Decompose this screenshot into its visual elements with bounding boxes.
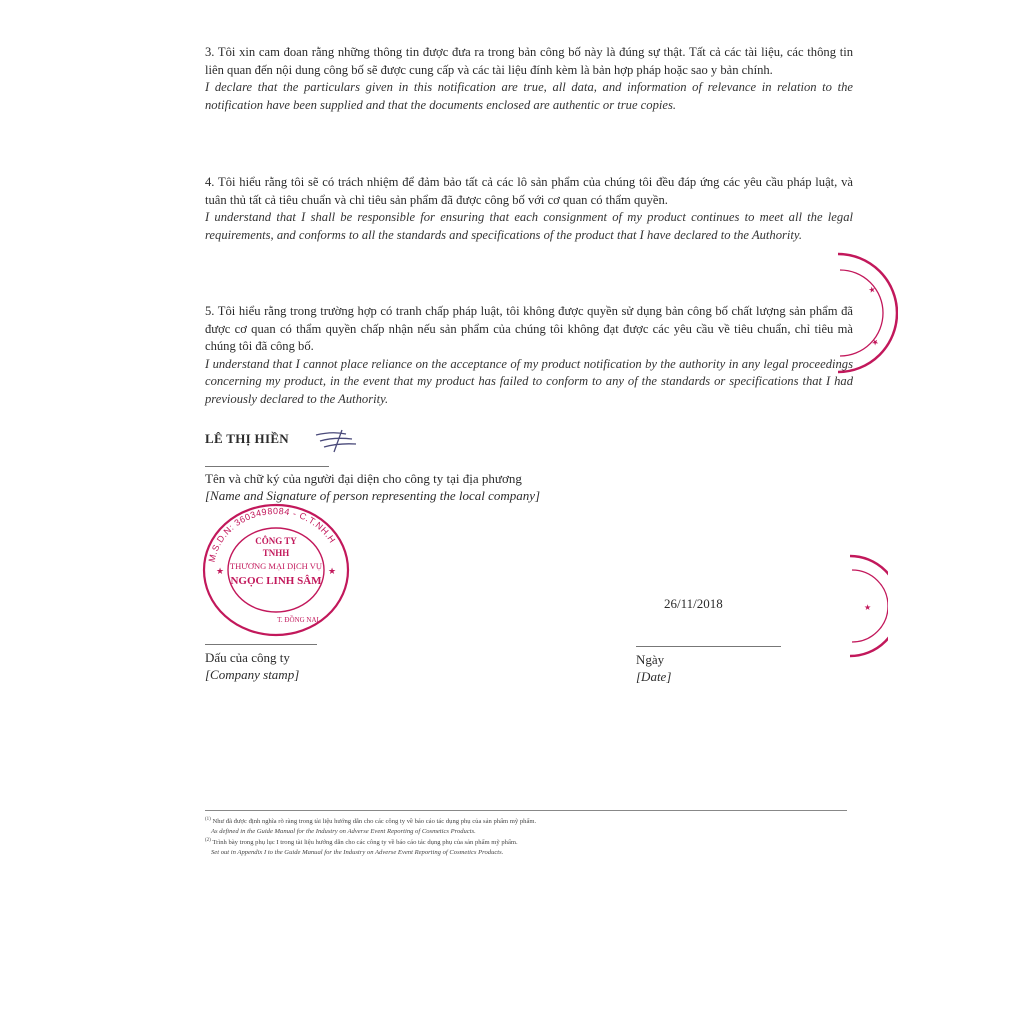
stamp-bottom-text: T. ĐỒNG NAI [277,616,319,624]
footnote-2-vi-text: Trình bày trong phụ lục I trong tài liệu hướng dẫn cho các công ty về báo cáo tác dụng phụ của sản phẩm mỹ phẩm. [212,839,518,847]
stamp-star-right: ★ [327,566,337,576]
representative-caption [205,470,540,504]
svg-text:★: ★ [866,284,878,296]
stamp-line [205,644,317,645]
stamp-line-2: TNHH [262,548,290,558]
clause-4 [205,174,853,244]
representative-caption-vi: Tên và chữ ký của người đại diện cho công ty tại địa phương [205,471,522,486]
page-edge-stamp [818,248,898,378]
representative-caption-en: [Name and Signature of person representing the local company] [205,488,541,503]
date-caption [636,651,671,685]
clause-5-vietnamese: 5. Tôi hiểu rằng trong trường hợp có tranh chấp pháp luật, tôi không được quyền sử dụng bản công bố chất lượng sản phẩm đã được cơ quan có thẩm quyền chấp nhận nếu sản phẩm của chúng tôi không đạt được các yêu cầu về tiêu chuẩn, chỉ tiêu mà chúng tôi đã công bố. [205,304,853,354]
stamp-caption [205,649,299,683]
stamp-line-4: NGỌC LINH SÂM [230,575,322,587]
clause-4-english: I understand that I shall be responsible for ensuring that each consignment of my product continues to meet all the legal requirements, and conforms to all the standards and specifications of the product that I have declared to the Authority. [205,210,853,242]
footnote-1-vi: $^{(1)}$ Như đã được định nghĩa rõ ràng trong tài liệu hướng dẫn cho các công ty về báo cáo tác dụng phụ của sản phẩm mỹ phẩm. [205,817,537,826]
company-stamp [200,500,352,640]
handwritten-signature [312,425,372,455]
stamp-caption-en: [Company stamp] [205,667,300,682]
stamp-caption-vi: Dấu của công ty [205,650,290,665]
clause-5 [205,303,853,409]
clause-5-english: I understand that I cannot place reliance on the acceptance of my product notification by the authority in any legal proceedings concerning my product, in the event that my product has failed to conform to any of the standards or specifications that I had previously declared to the Authority. [205,356,853,406]
footnote-2-vi: $^{(2)}$ Trình bày trong phụ lục I trong tài liệu hướng dẫn cho các công ty về báo cáo tác dụng phụ của sản phẩm mỹ phẩm. [205,838,518,847]
clause-3-english: I declare that the particulars given in this notification are true, all data, and information of relevance in relation to the notification have been supplied and that the documents enclosed are authentic or true copies. [205,80,853,112]
date-caption-vi: Ngày [636,652,665,667]
clause-4-vietnamese: 4. Tôi hiểu rằng tôi sẽ có trách nhiệm để đảm bảo tất cả các lô sản phẩm của chúng tôi đều đáp ứng các yêu cầu pháp luật, và tuân thủ tất cả tiêu chuẩn và chỉ tiêu sản phẩm đã được công bố với cơ quan có thẩm quyền. [205,175,853,207]
footnote-1-vi-text: Như đã được định nghĩa rõ ràng trong tài liệu hướng dẫn cho các công ty về báo cáo tác dụng phụ của sản phẩm mỹ phẩm. [212,818,537,826]
date-line [636,646,781,647]
page-edge-stamp-lower [818,552,888,662]
footnotes [205,810,847,858]
stamp-line-1: CÔNG TY [255,536,297,546]
signature-line [205,466,329,467]
signer-name: LÊ THỊ HIỀN [205,431,289,446]
clause-3-vietnamese: 3. Tôi xin cam đoan rằng những thông tin được đưa ra trong bản công bố này là đúng sự thật. Tất cả các tài liệu, các thông tin liên quan đến nội dung công bố sẽ được cung cấp và các tài liệu đính kèm là bản hợp pháp hoặc sao y bản chính. [205,45,853,77]
svg-text:★: ★ [864,603,872,612]
stamp-ring-text: M.S.D.N: 3603498084 - C.T.NH.H [206,505,338,564]
stamp-line-3: THƯƠNG MẠI DỊCH VỤ [229,561,323,571]
svg-text:★: ★ [869,337,881,348]
footnote-2-en: Set out in Appendix I to the Guide Manual for the Industry on Adverse Event Reporting of Cosmetics Products. [211,849,504,857]
date-caption-en: [Date] [636,669,672,684]
stamp-star-left: ★ [215,566,225,576]
footnote-1-en: As defined in the Guide Manual for the Industry on Adverse Event Reporting of Cosmetics Products. [211,827,476,835]
date-value: 26/11/2018 [664,596,723,611]
clause-3 [205,44,853,114]
